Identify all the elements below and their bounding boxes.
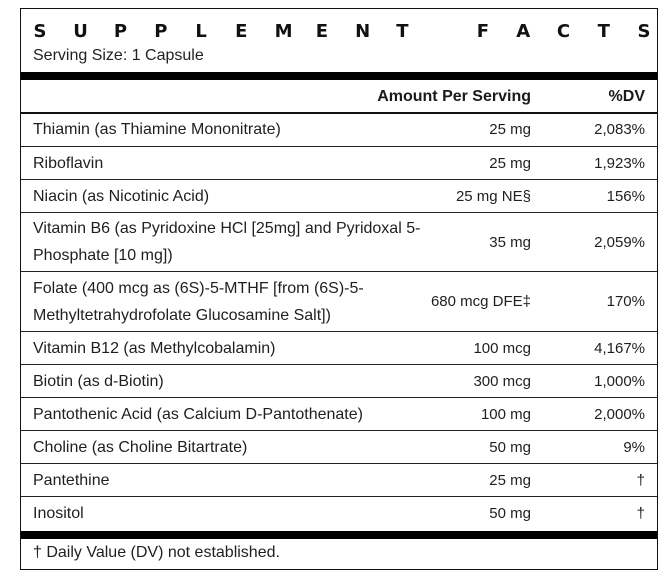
nutrient-row xyxy=(21,496,657,529)
title-letter: T xyxy=(396,20,409,42)
nutrient-dv: 2,083% xyxy=(594,121,645,138)
title-letter: N xyxy=(355,20,371,42)
title-letter: C xyxy=(556,20,571,42)
nutrient-amount: 680 mcg DFE‡ xyxy=(430,293,531,310)
nutrient-amount: 100 mcg xyxy=(473,339,531,357)
nutrient-table xyxy=(21,113,657,529)
title-letter: P xyxy=(154,20,168,42)
nutrient-amount: 50 mg xyxy=(489,438,531,456)
nutrient-row xyxy=(21,113,657,146)
nutrient-name: Inositol xyxy=(33,504,84,522)
nutrient-amount: 25 mg NE§ xyxy=(455,187,531,205)
nutrient-amount: 25 mg xyxy=(489,154,531,172)
nutrient-amount: 35 mg xyxy=(489,233,531,251)
nutrient-amount: 50 mg xyxy=(489,504,531,522)
title-letter: S xyxy=(33,20,47,42)
dv-column-header: %DV xyxy=(608,88,645,105)
amount-column-header: Amount Per Serving xyxy=(377,88,531,105)
footnote: † Daily Value (DV) not established. xyxy=(33,544,280,561)
nutrient-row xyxy=(21,212,657,271)
nutrient-row xyxy=(21,331,657,364)
nutrient-name: Choline (as Choline Bitartrate) xyxy=(33,438,248,456)
title-letter: T xyxy=(597,20,610,42)
nutrient-dv: † xyxy=(636,504,645,522)
panel-title-text xyxy=(21,9,22,10)
top-divider-bar xyxy=(21,72,657,80)
nutrient-row xyxy=(21,463,657,496)
nutrient-dv: 2,059% xyxy=(594,233,645,251)
column-header-row xyxy=(21,80,657,113)
nutrient-amount: 25 mg xyxy=(489,121,531,138)
nutrient-row xyxy=(21,397,657,430)
nutrient-name: Thiamin (as Thiamine Mononitrate) xyxy=(33,121,281,138)
nutrient-amount: 300 mcg xyxy=(473,372,531,390)
title-letter: U xyxy=(73,20,88,42)
title-letter: M xyxy=(274,20,293,42)
title-letter: L xyxy=(195,20,207,42)
nutrient-dv: 156% xyxy=(606,187,645,205)
nutrient-amount: 100 mg xyxy=(480,405,531,423)
nutrient-dv: 4,167% xyxy=(594,339,645,357)
nutrient-dv: 2,000% xyxy=(594,405,645,423)
nutrient-row xyxy=(21,364,657,397)
nutrient-row xyxy=(21,146,657,179)
nutrient-dv: 9% xyxy=(623,438,645,456)
title-letter: F xyxy=(476,20,490,42)
nutrient-dv: 170% xyxy=(606,293,645,310)
title-letter: E xyxy=(315,20,328,42)
nutrient-dv: 1,000% xyxy=(594,372,645,390)
nutrient-name: Folate (400 mcg as (6S)-5-MTHF [from (6S)-5-Methyltetrahydrofolate Glucosamine Salt]) xyxy=(33,279,364,324)
title-letter: S xyxy=(637,20,651,42)
nutrient-name: Biotin (as d-Biotin) xyxy=(33,372,164,390)
nutrient-amount: 25 mg xyxy=(489,471,531,489)
title-letter: P xyxy=(113,20,128,42)
nutrient-row xyxy=(21,430,657,463)
nutrient-row xyxy=(21,179,657,212)
nutrient-name: Vitamin B12 (as Methylcobalamin) xyxy=(33,339,276,357)
panel-title xyxy=(33,19,651,43)
bottom-divider-bar xyxy=(21,531,657,539)
nutrient-name: Niacin (as Nicotinic Acid) xyxy=(33,187,210,205)
nutrient-name: Pantothenic Acid (as Calcium D-Pantothenate) xyxy=(33,405,363,423)
title-letter: E xyxy=(235,20,248,42)
nutrient-name: Pantethine xyxy=(33,471,110,489)
title-letter: A xyxy=(516,20,531,42)
serving-size: Serving Size: 1 Capsule xyxy=(33,47,204,64)
supplement-facts-panel xyxy=(20,8,658,570)
nutrient-dv: † xyxy=(636,471,645,489)
nutrient-name: Riboflavin xyxy=(33,154,104,172)
nutrient-dv: 1,923% xyxy=(594,154,645,172)
nutrient-name: Vitamin B6 (as Pyridoxine HCl [25mg] and Pyridoxal 5-Phosphate [10 mg]) xyxy=(33,220,421,264)
nutrient-row xyxy=(21,271,657,331)
